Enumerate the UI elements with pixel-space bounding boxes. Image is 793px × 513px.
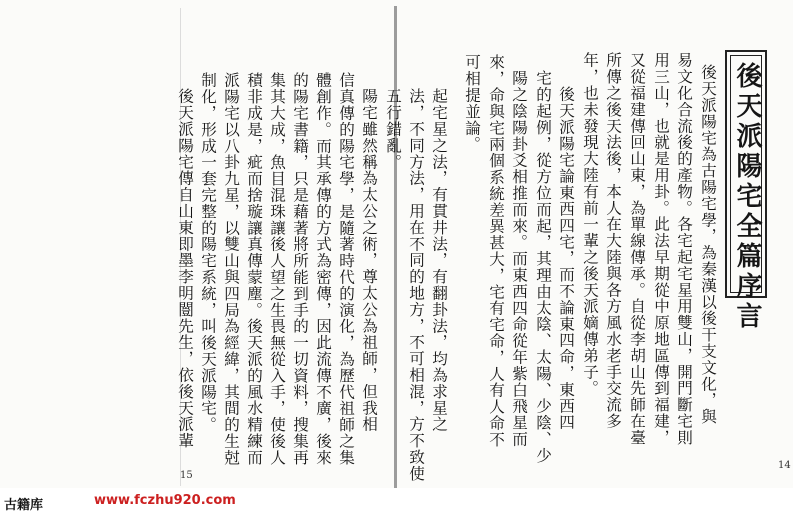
text-column: 陽宅雖然稱為太公之術，尊太公為祖師，但我相	[360, 88, 378, 433]
text-column: 派陽宅以八卦九星，以雙山與四局為經緯，其間的生尅	[222, 72, 240, 466]
text-column: 宅的起例，從方位而起，其理由太陰、太陽、少陰、少	[534, 70, 552, 464]
text-column: 積非成是，疵而捨璇讓真傳蒙塵。後天派的風水精練而	[245, 72, 263, 466]
text-column: 又從福建傳回山東，為單線傳承。自從李胡山先師在臺	[628, 52, 646, 446]
text-column: 後天派陽宅論東西四宅，而不論東四命，東西四	[557, 86, 575, 431]
page-title: 後天派陽宅全篇序言	[732, 62, 762, 332]
text-column: 年，也未發現大陸有前一輩之後天派嫡傳弟子。	[581, 52, 599, 397]
book-gutter	[394, 6, 397, 488]
text-column: 信真傳的陽宅學，是隨著時代的演化，為歷代祖師之集	[337, 72, 355, 466]
text-column: 體創作。而其承傳的方式為密傳，因此流傳不廣，後來	[314, 72, 332, 466]
text-column: 陽之陰陽卦爻相推而來。而東西四命從年紫白飛星而	[510, 70, 528, 448]
text-column: 用三山，也就是用卦。此法早期從中原地區傳到福建，	[652, 52, 670, 446]
text-column: 起宅星之法，有貫井法，有翻卦法，均為求星之	[430, 88, 448, 433]
text-column: 的陽宅書籍，只是藉著將所能到手的一切資料，搜集再	[291, 72, 309, 466]
page-number-right: 14	[778, 460, 791, 471]
text-column: 五行錯亂。	[384, 88, 402, 170]
text-column: 集其大成，魚目混珠讓後人望之生畏無從入手，使後人	[268, 72, 286, 466]
text-column: 所傳之後天法後，本人在大陸與各方風水老手交流多	[604, 52, 622, 430]
text-column: 法，不同方法，用在不同的地方，不可相混，方不致使	[407, 88, 425, 482]
site-url[interactable]: www.fczhu920.com	[94, 493, 236, 508]
text-column: 後天派陽宅為古陽宅學，為秦漢以後干支文化，與	[699, 64, 717, 425]
text-column: 可相提並論。	[463, 54, 481, 153]
site-brand: 古籍库	[4, 498, 44, 513]
text-column: 易文化合流後的產物。各宅起宅星用雙山，開門斷宅則	[675, 52, 693, 446]
text-column: 後天派陽宅傳自山東即墨李明闓先生，依後天派輩	[176, 88, 194, 449]
text-column: 來，命與宅兩個系統差異甚大，宅有宅命，人有人命不	[487, 54, 505, 448]
page-number-left: 15	[180, 470, 193, 481]
text-column: 制化，形成一套完整的陽宅系統，叫後天派陽宅。	[199, 72, 217, 433]
